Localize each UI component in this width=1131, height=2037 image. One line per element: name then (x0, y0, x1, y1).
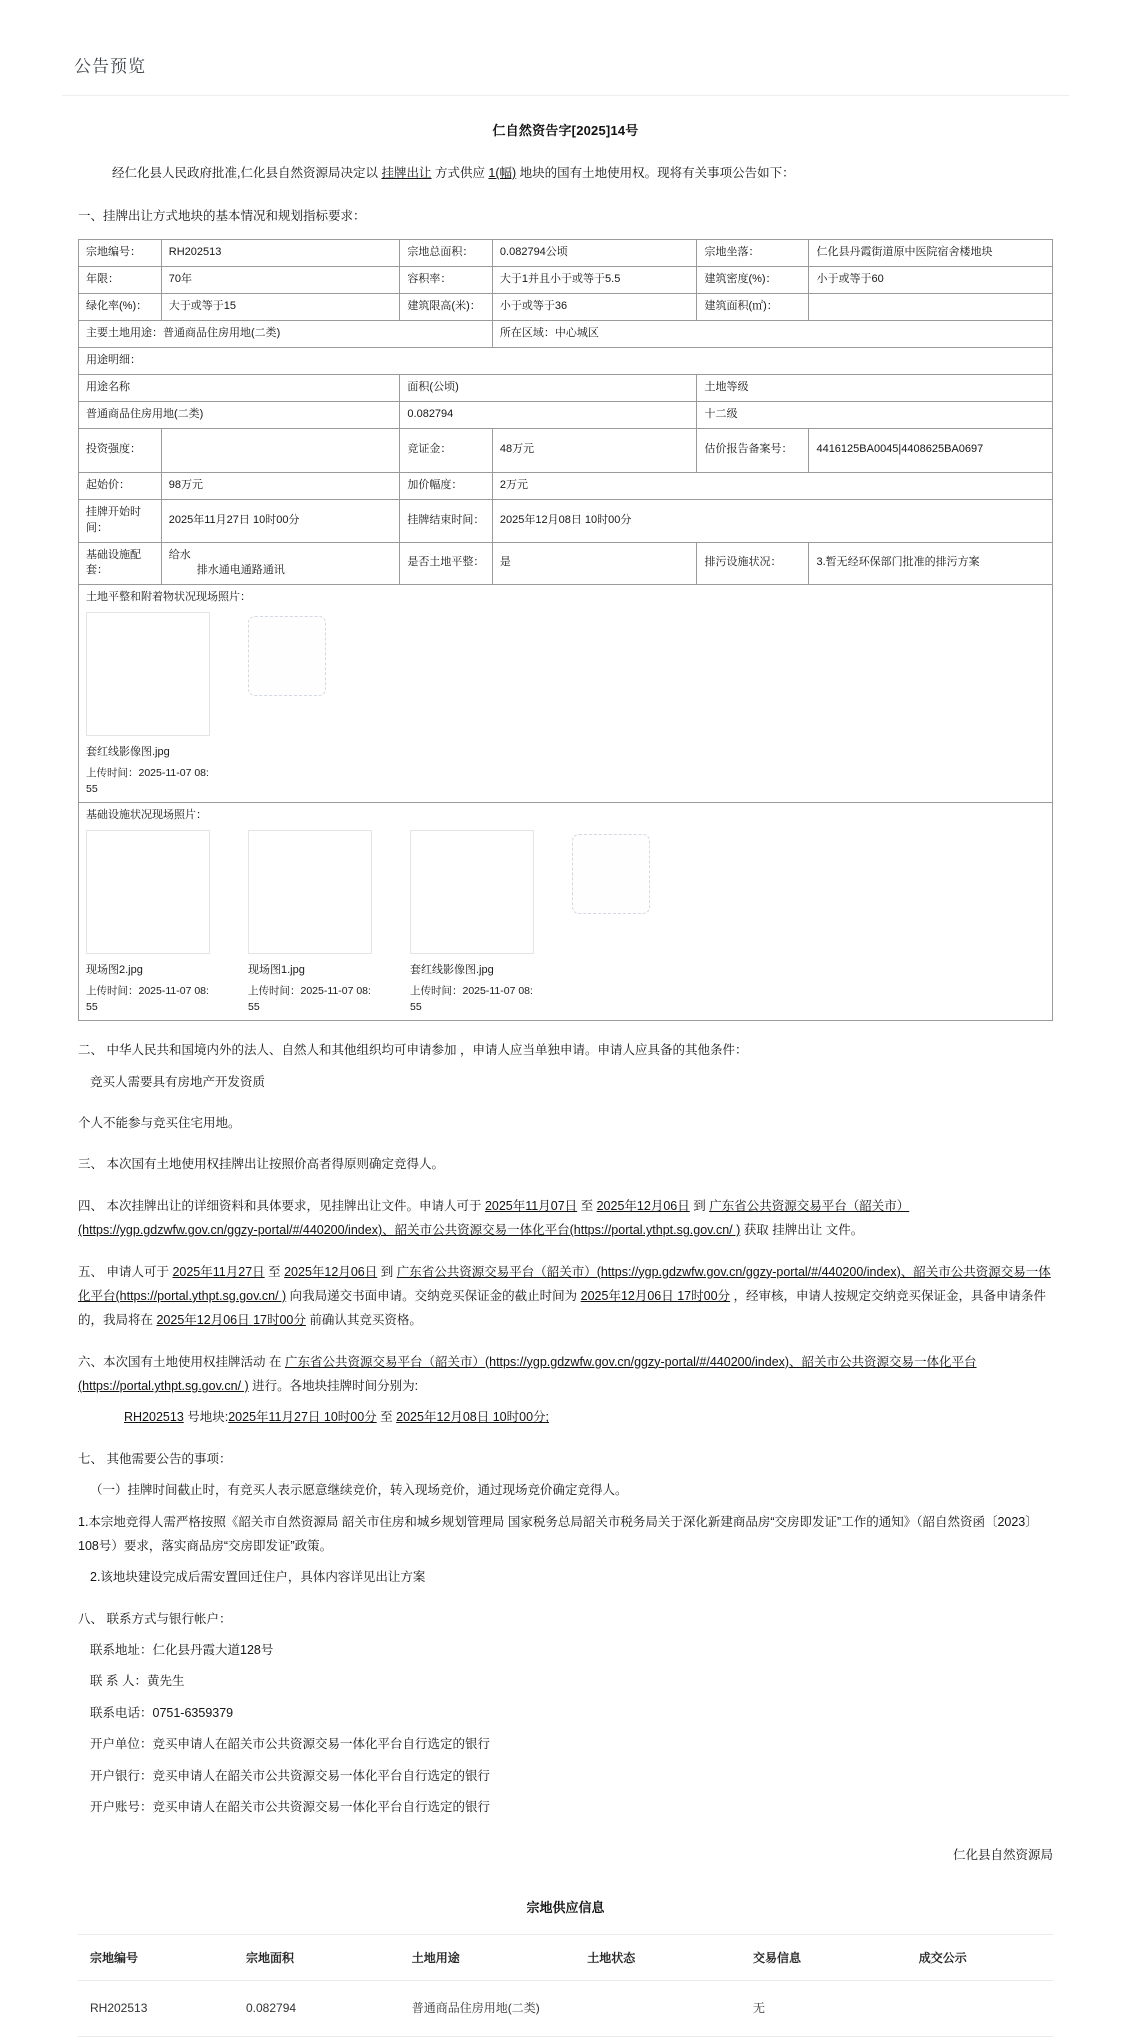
infra-photos-caption: 基础设施状况现场照片： (86, 809, 207, 822)
cell-label-location: 宗地坐落： (697, 240, 809, 267)
photo-item[interactable] (86, 612, 210, 797)
cell-label-sewage: 排污设施状况： (697, 542, 809, 585)
cell-parcel-area: 0.082794 (234, 1981, 400, 2037)
s6-lot-text-c: 至 (376, 1410, 397, 1425)
account-unit: 开户单位：竞买申请人在韶关市公共资源交易一体化平台自行选定的银行 (90, 1737, 491, 1752)
cell-label-total-area: 宗地总面积： (400, 240, 493, 267)
cell-value-location: 仁化县丹霞街道原中医院宿舍楼地块 (809, 240, 1053, 267)
cell-label-infrastructure: 基础设施配套： (79, 542, 162, 585)
col-trade-info: 交易信息 (741, 1935, 907, 1981)
cell-land-photos (79, 585, 1053, 803)
issuing-authority: 仁化县自然资源局 (952, 1848, 1053, 1863)
lead-paragraph (78, 161, 1053, 185)
table-row (79, 542, 1053, 585)
table-row (79, 320, 1053, 347)
cell-result-notice (907, 1981, 1053, 2037)
photo-filename: 现场图2.jpg (86, 964, 143, 977)
contact-address: 联系地址：仁化县丹霞大道128号 (90, 1643, 274, 1657)
photo-thumbnail[interactable] (410, 830, 534, 954)
infra-line-2: 排水通电通路通讯 (196, 564, 285, 577)
table-row (79, 240, 1053, 267)
s5-text-b: 至 (264, 1264, 285, 1279)
section-3: 三、 本次国有土地使用权挂牌出让按照价高者得原则确定竞得人。 (78, 1157, 444, 1172)
col-parcel-no: 宗地编号 (78, 1935, 234, 1981)
section-1-title: 一、挂牌出让方式地块的基本情况和规划指标要求： (78, 209, 366, 224)
cell-value-parcel-no: RH202513 (161, 240, 400, 267)
section-2-line-3: 个人不能参与竞买住宅用地。 (78, 1116, 241, 1130)
infra-photos-row (86, 830, 1046, 1015)
section-2-line-1: 二、 中华人民共和国境内外的法人、自然人和其他组织均可申请参加 ，申请人应当单独申请。申请人应具备的其他条件： (78, 1043, 748, 1058)
cell-trade-info: 无 (741, 1981, 907, 2037)
lead-text-post: 地块的国有土地使用权。现将有关事项公告如下： (516, 166, 795, 180)
s5-text-a: 五、 申请人可于 (78, 1264, 173, 1279)
photo-placeholder-wrap (248, 612, 326, 696)
table-row (79, 347, 1053, 374)
cell-label-listing-end: 挂牌结束时间： (400, 499, 493, 542)
table-row-infra-photos (79, 803, 1053, 1021)
cell-value-height-limit: 小于或等于36 (492, 294, 697, 321)
s5-platform-link[interactable]: 广东省公共资源交易平台（韶关市）(https://ygp.gdzwfw.gov.cn/ggzy-portal/#/440200/index)、韶关市公共资源交易一体化平台(https://portal.ythpt.sg.gov.cn/ ) (78, 1264, 1051, 1303)
table-row (79, 374, 1053, 401)
section-8-title: 八、 联系方式与银行帐户： (78, 1611, 232, 1626)
cell-label-listing-start: 挂牌开始时间： (79, 499, 162, 542)
section-5 (78, 1260, 1053, 1333)
cell-label-deposit: 竞证金： (400, 428, 493, 472)
s6-lot-number: RH202513 (124, 1410, 184, 1425)
s6-platform-link[interactable]: 广东省公共资源交易平台（韶关市）(https://ygp.gdzwfw.gov.cn/ggzy-portal/#/440200/index)、韶关市公共资源交易一体化平台(https://portal.ythpt.sg.gov.cn/ ) (78, 1354, 977, 1393)
photo-thumbnail[interactable] (86, 830, 210, 954)
s6-lot-end-time: 2025年12月08日 10时00分; (396, 1410, 550, 1425)
cell-label-plot-ratio: 容积率： (400, 267, 493, 294)
contact-phone: 联系电话：0751-6359379 (90, 1705, 234, 1720)
cell-value-land-leveled: 是 (492, 542, 697, 585)
cell-label-term: 年限： (79, 267, 162, 294)
table-row (79, 294, 1053, 321)
cell-label-land-leveled: 是否土地平整： (400, 542, 493, 585)
s6-text-b: 进行。各地块挂牌时间分别为: (248, 1379, 419, 1393)
cell-value-total-area: 0.082794公顷 (492, 240, 697, 267)
land-photos-row (86, 612, 1046, 797)
s4-text-a: 四、 本次挂牌出让的详细资料和具体要求，见挂牌出让文件。申请人可于 (78, 1198, 485, 1213)
cell-label-start-price: 起始价： (79, 472, 162, 499)
table-row (79, 428, 1053, 472)
photo-thumbnail[interactable] (248, 830, 372, 954)
cell-label-increment: 加价幅度： (400, 472, 493, 499)
cell-value-listing-end: 2025年12月08日 10时00分 (492, 499, 1052, 542)
lead-underline-count: 1(幅) (488, 166, 517, 180)
cell-value-land-grade: 十二级 (697, 401, 1053, 428)
col-land-use: 土地用途 (400, 1935, 576, 1981)
s5-deposit-deadline: 2025年12月06日 17时00分 (580, 1288, 731, 1303)
supply-header-row (78, 1935, 1053, 1981)
panel-header (62, 52, 1069, 96)
land-photos-caption: 土地平整和附着物状况现场照片： (86, 591, 251, 604)
photo-placeholder-wrap (572, 830, 650, 914)
s5-text-d: 向我局递交书面申请。交纳竞买保证金的截止时间为 (286, 1288, 581, 1303)
s5-date-start: 2025年11月27日 (172, 1264, 265, 1279)
cell-value-use-name: 普通商品住房用地(二类) (79, 401, 400, 428)
cell-land-status (575, 1981, 741, 2037)
section-6 (78, 1350, 1053, 1399)
cell-infra-photos (79, 803, 1053, 1021)
cell-value-start-price: 98万元 (161, 472, 400, 499)
cell-value-sewage: 3.暂无经环保部门批准的排污方案 (809, 542, 1053, 585)
section-7-title: 七、 其他需要公告的事项： (78, 1451, 232, 1466)
photo-placeholder-icon (248, 616, 326, 696)
col-parcel-area: 宗地面积 (234, 1935, 400, 1981)
cell-use-detail-label: 用途明细： (79, 347, 1053, 374)
section-7-item-2: 1.本宗地竞得人需严格按照《韶关市自然资源局 韶关市住房和城乡规划管理局 国家税务总局韶关市税务局关于深化新建商品房“交房即发证”工作的通知》（韶自然资函〔2023〕108号）要求，落实商品房“交房即发证”政策。 (78, 1514, 1038, 1553)
section-7-item-1: （一）挂牌时间截止时，有竞买人表示愿意继续竞价，转入现场竞价，通过现场竞价确定竞得人。 (90, 1483, 628, 1498)
table-row (79, 499, 1053, 542)
section-6-lot-schedule (78, 1405, 1053, 1429)
table-row (79, 267, 1053, 294)
table-row-land-photos (79, 585, 1053, 803)
col-land-status: 土地状态 (575, 1935, 741, 1981)
s4-date-start: 2025年11月07日 (484, 1198, 578, 1213)
s5-confirm-deadline: 2025年12月06日 17时00分 (156, 1313, 306, 1328)
account-bank: 开户银行：竞买申请人在韶关市公共资源交易一体化平台自行选定的银行 (90, 1768, 491, 1783)
cell-parcel-no: RH202513 (78, 1981, 234, 2037)
document-body (0, 120, 1131, 2037)
cell-value-floor-area (809, 294, 1053, 321)
photo-upload-time: 上传时间：2025-11-07 08:55 (410, 984, 533, 1013)
lead-text-mid: 方式供应 (431, 166, 489, 180)
parcel-supply-table (78, 1934, 1053, 2037)
cell-value-invest-intensity (161, 428, 400, 472)
cell-value-appraisal-no: 4416125BA0045|4408625BA0697 (809, 428, 1053, 472)
contact-person: 联 系 人：黄先生 (90, 1674, 185, 1689)
infra-line-1: 给水 (168, 548, 191, 561)
s5-text-e: ，经审核，申请人按规定交纳竞买保证金，具备申请条件的，我局将在 (78, 1288, 1047, 1328)
s5-date-end: 2025年12月06日 (284, 1264, 378, 1279)
s4-date-end: 2025年12月06日 (596, 1198, 690, 1213)
s6-text-a: 六、本次国有土地使用权挂牌活动 在 (78, 1354, 285, 1369)
photo-thumbnail[interactable] (86, 612, 210, 736)
cell-label-invest-intensity: 投资强度： (79, 428, 162, 472)
page-title: 公告预览 (74, 57, 146, 76)
cell-value-deposit: 48万元 (492, 428, 697, 472)
cell-head-use-name: 用途名称 (79, 374, 400, 401)
cell-label-height-limit: 建筑限高(米)： (400, 294, 493, 321)
cell-label-floor-area: 建筑面积(㎡)： (697, 294, 809, 321)
cell-main-land-use: 主要土地用途：普通商品住房用地(二类) (79, 320, 493, 347)
photo-item[interactable] (248, 830, 372, 1015)
s4-text-e: 获取 挂牌出让 文件。 (740, 1223, 864, 1238)
document-number: 仁自然资告字[2025]14号 (492, 123, 639, 138)
photo-item[interactable] (410, 830, 534, 1015)
photo-item[interactable] (86, 830, 210, 1015)
cell-label-building-density: 建筑密度(%)： (697, 267, 809, 294)
cell-land-use: 普通商品住房用地(二类) (400, 1981, 576, 2037)
cell-value-increment: 2万元 (492, 472, 1052, 499)
s4-platform-link[interactable]: 广东省公共资源交易平台（韶关市）(https://ygp.gdzwfw.gov.cn/ggzy-portal/#/440200/index)、韶关市公共资源交易一体化平台(https://portal.ythpt.sg.gov.cn/ ) (78, 1198, 910, 1238)
photo-placeholder-icon (572, 834, 650, 914)
cell-value-plot-ratio: 大于1并且小于或等于5.5 (492, 267, 697, 294)
supply-table-title: 宗地供应信息 (526, 1900, 605, 1916)
cell-label-green-rate: 绿化率(%)： (79, 294, 162, 321)
photo-filename: 套红线影像图.jpg (410, 964, 494, 977)
cell-value-infrastructure (161, 542, 400, 585)
cell-label-parcel-no: 宗地编号： (79, 240, 162, 267)
s5-text-c: 到 (377, 1264, 397, 1279)
section-4 (78, 1194, 1053, 1243)
s4-text-c: 到 (689, 1198, 710, 1213)
section-2-line-2: 竞买人需要具有房地产开发资质 (90, 1074, 266, 1089)
announcement-preview-page (0, 52, 1131, 2037)
cell-value-listing-start: 2025年11月27日 10时00分 (161, 499, 400, 542)
s4-text-b: 至 (577, 1198, 597, 1213)
photo-filename: 现场图1.jpg (248, 964, 305, 977)
cell-value-use-area: 0.082794 (400, 401, 697, 428)
lead-text-pre: 经仁化县人民政府批准,仁化县自然资源局决定以 (112, 166, 382, 180)
cell-region: 所在区域：中心城区 (492, 320, 1052, 347)
table-row (79, 472, 1053, 499)
col-result-notice: 成交公示 (907, 1935, 1053, 1981)
cell-label-appraisal-no: 估价报告备案号： (697, 428, 809, 472)
cell-head-land-grade: 土地等级 (697, 374, 1053, 401)
cell-value-building-density: 小于或等于60 (809, 267, 1053, 294)
cell-value-green-rate: 大于或等于15 (161, 294, 400, 321)
account-number: 开户账号：竞买申请人在韶关市公共资源交易一体化平台自行选定的银行 (90, 1799, 491, 1814)
table-row (78, 1981, 1053, 2037)
photo-upload-time: 上传时间：2025-11-07 08:55 (86, 984, 209, 1013)
lead-underline-method: 挂牌出让 (381, 166, 432, 180)
section-7-item-3: 2.该地块建设完成后需安置回迁住户，具体内容详见出让方案 (90, 1570, 426, 1585)
table-row (79, 401, 1053, 428)
cell-head-use-area: 面积(公顷) (400, 374, 697, 401)
photo-upload-time: 上传时间：2025-11-07 08:55 (86, 766, 209, 795)
cell-value-term: 70年 (161, 267, 400, 294)
s6-lot-text-b: 号地块: (183, 1410, 229, 1425)
photo-filename: 套红线影像图.jpg (86, 746, 170, 759)
s5-text-f: 前确认其竞买资格。 (305, 1313, 422, 1328)
photo-upload-time: 上传时间：2025-11-07 08:55 (248, 984, 371, 1013)
parcel-info-table (78, 239, 1053, 1021)
s6-lot-start-time: 2025年11月27日 10时00分 (228, 1410, 377, 1425)
